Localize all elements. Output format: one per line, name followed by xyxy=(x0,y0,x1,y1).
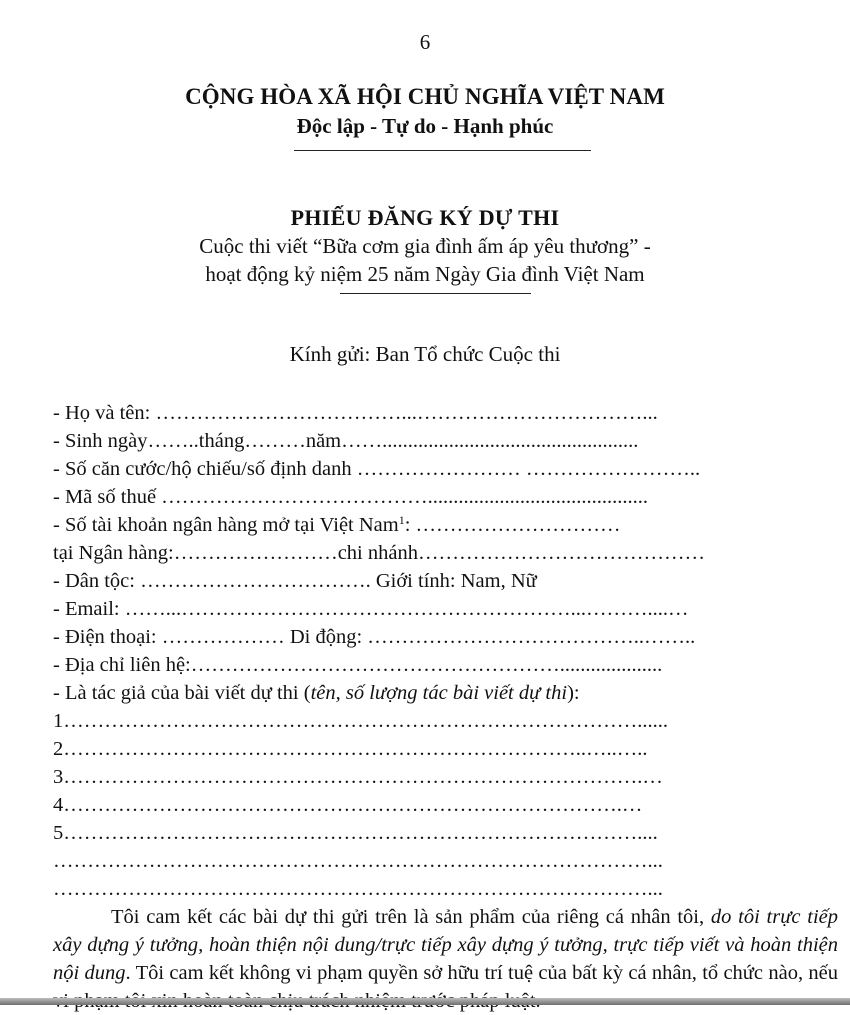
form-subtitle-line1: Cuộc thi viết “Bữa cơm gia đình ấm áp yêu thương” - xyxy=(199,234,651,258)
entry-line-extra-1: ……………………………………………………………………………... xyxy=(53,850,663,872)
entry-line-1: 1…………………………………………………………………………...... xyxy=(53,710,668,732)
field-ethnicity-gender: - Dân tộc: ……………………………. Giới tính: Nam, Nữ xyxy=(53,570,537,592)
footnote-marker: 1 xyxy=(398,513,405,527)
commitment-text-2: . Tôi cam kết không vi phạm quyền sở hữu trí tuệ của bất kỳ cá nhân, tổ chức nào, nếu xyxy=(125,962,838,984)
entry-line-3: 3………………………………………………………………………….… xyxy=(53,766,663,788)
field-bank-account xyxy=(53,511,823,539)
field-phone: - Điện thoại: ……………… Di động: …………………………………..…….. xyxy=(53,626,696,648)
commitment-text-italic: do tôi trực tiếp xây dựng ý tưởng, hoàn thiện nội dung/trực tiếp xây dựng ý tưởng, trực tiếp viết và hoàn thiện nội dung xyxy=(53,906,838,984)
entry-line-2: 2…………………………………………………………………..…..….. xyxy=(53,738,648,760)
entry-line-4: 4……………………………………………………………………….… xyxy=(53,794,643,816)
bank-account-dots: : ………………………… xyxy=(404,514,621,536)
subtitle-underline xyxy=(340,293,531,294)
field-birth-date: - Sinh ngày……..tháng………năm…….................................................. xyxy=(53,430,639,452)
greeting: Kính gửi: Ban Tổ chức Cuộc thi xyxy=(289,342,561,366)
form-title: PHIẾU ĐĂNG KÝ DỰ THI xyxy=(290,205,560,230)
field-address: - Địa chỉ liên hệ:……………………………………………….................... xyxy=(53,654,663,676)
field-full-name: - Họ và tên: ………………………………...……………………………... xyxy=(53,402,658,424)
bank-account-label: - Số tài khoản ngân hàng mở tại Việt Nam xyxy=(53,514,399,536)
motto-underline xyxy=(294,150,591,151)
field-email: - Email: ……...…………………………………………………...………....… xyxy=(53,598,689,620)
national-title: CỘNG HÒA XÃ HỘI CHỦ NGHĨA VIỆT NAM xyxy=(185,84,665,109)
entry-line-5: 5………………………………………………………………………….... xyxy=(53,822,658,844)
field-author xyxy=(53,679,823,707)
author-close: ): xyxy=(567,682,580,704)
page-number: 6 xyxy=(419,30,431,54)
national-motto: Độc lập - Tự do - Hạnh phúc xyxy=(296,114,554,138)
field-bank-name: tại Ngân hàng:……………………chi nhánh…………………………………… xyxy=(53,542,705,564)
field-id-number: - Số căn cước/hộ chiếu/số định danh …………………… …………………….. xyxy=(53,458,701,480)
field-tax-code: - Mã số thuế …………………………………........................................... xyxy=(53,486,649,508)
author-label: - Là tác giả của bài viết dự thi ( xyxy=(53,682,311,704)
author-note: tên, số lượng tác bài viết dự thi xyxy=(310,682,568,704)
entry-line-extra-2: ……………………………………………………………………………... xyxy=(53,878,663,900)
form-subtitle-line2: hoạt động kỷ niệm 25 năm Ngày Gia đình Việt Nam xyxy=(205,262,645,286)
page-bottom-shadow xyxy=(0,998,850,1005)
commitment-text-1: Tôi cam kết các bài dự thi gửi trên là sản phẩm của riêng cá nhân tôi, xyxy=(111,906,711,928)
